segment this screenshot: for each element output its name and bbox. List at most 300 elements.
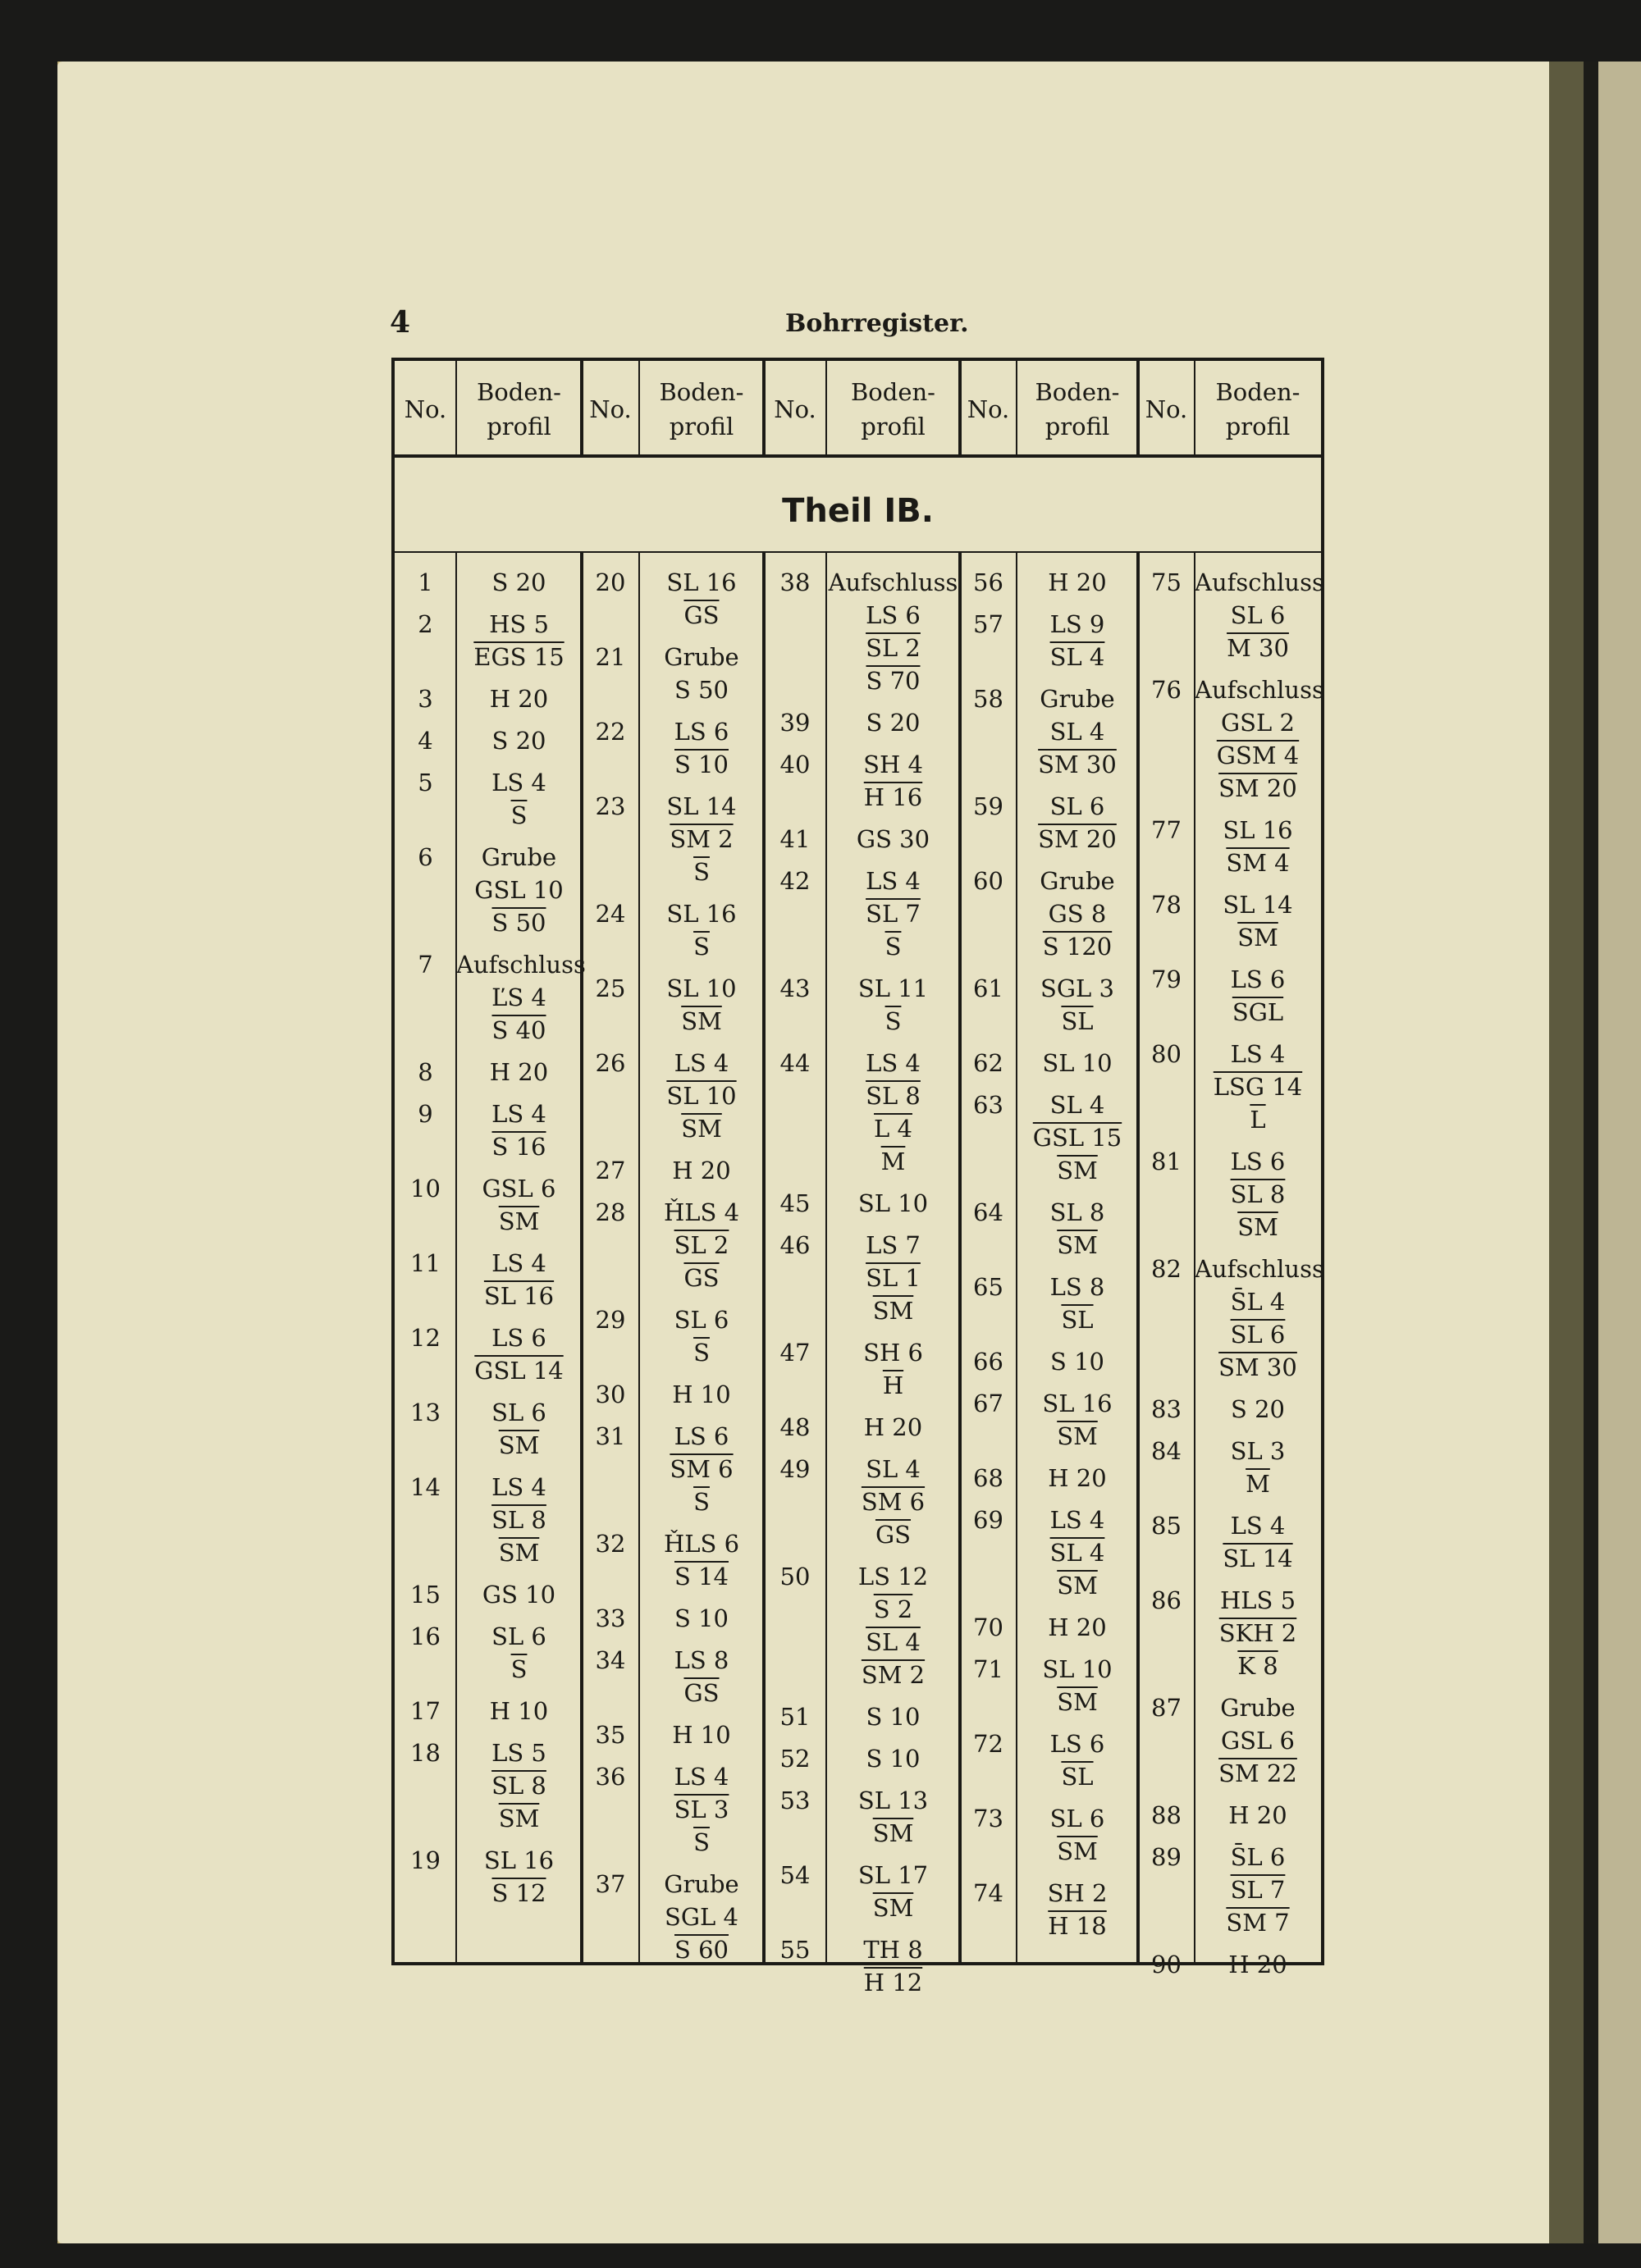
soil-profile — [639, 1303, 764, 1369]
profile-layer: SL 2 — [866, 634, 921, 662]
profile-layer: HS 5 — [489, 610, 549, 638]
profile-layer: Aufschluss — [828, 568, 958, 596]
entry-number: 12 — [410, 1324, 441, 1352]
profile-layer: SL 16 — [666, 900, 737, 928]
entry-number: 36 — [595, 1763, 626, 1791]
profile-layer: $\overline{SM}$ — [681, 1007, 722, 1035]
profile-layer: SL 16 — [666, 568, 737, 596]
soil-profile — [1195, 1038, 1321, 1136]
profile-layer: SM 2 — [861, 1661, 926, 1689]
entry-number: 51 — [779, 1703, 811, 1731]
entry-number: 14 — [410, 1473, 441, 1501]
profile-layer: $\overline{SM}$ — [872, 1894, 914, 1922]
profile-layer: SL 14 — [1223, 891, 1293, 919]
profile-layer: Grube — [481, 843, 557, 871]
profile-layer: SL 10 — [666, 1082, 737, 1110]
profile-layer: LS 4 — [491, 1249, 546, 1277]
profile-layer: S 10 — [1050, 1348, 1104, 1376]
entry-number: 16 — [410, 1622, 441, 1650]
profile-layer: L 4 — [874, 1115, 912, 1143]
profile-layer: LS 12 — [857, 1563, 929, 1590]
soil-profile — [456, 608, 582, 673]
profile-layer: SL 16 — [483, 1282, 555, 1310]
entry-number: 64 — [973, 1198, 1003, 1226]
soil-profile — [826, 706, 960, 739]
entry-number: 67 — [973, 1390, 1003, 1417]
soil-profile — [826, 972, 960, 1038]
profile-layer: SL 16 — [483, 1846, 555, 1874]
profile-layer: $\overline{L}$ — [1250, 1106, 1266, 1134]
profile-layer: S̄L 4 — [1230, 1288, 1286, 1316]
entry-number: 84 — [1151, 1437, 1182, 1465]
entry-number: 4 — [418, 727, 433, 755]
soil-profile — [826, 1742, 960, 1775]
page-number: 4 — [390, 305, 411, 340]
profile-layer: LS 6 — [1049, 1730, 1105, 1758]
entry-number: 15 — [410, 1581, 441, 1609]
profile-layer: SL 6 — [491, 1622, 546, 1650]
header-no: No. — [967, 395, 1010, 423]
entry-number: 89 — [1151, 1843, 1182, 1871]
soil-profile — [456, 1578, 582, 1611]
profile-layer: Aufschluss — [1195, 676, 1324, 704]
profile-layer: LS 6 — [674, 1422, 729, 1450]
entry-number: 27 — [595, 1157, 626, 1184]
profile-layer: M 30 — [1227, 634, 1289, 662]
soil-profile — [456, 1471, 582, 1569]
profile-layer: SL 3 — [1230, 1437, 1286, 1465]
entry-number: 40 — [779, 751, 811, 778]
soil-profile — [639, 1760, 764, 1859]
profile-layer: S 50 — [674, 676, 729, 704]
profile-layer: SM 4 — [1226, 849, 1290, 877]
profile-layer: SL 1 — [866, 1264, 921, 1292]
soil-profile — [639, 641, 764, 706]
profile-layer: SL 6 — [1230, 1321, 1286, 1348]
entry-number: 83 — [1151, 1395, 1182, 1423]
soil-profile — [1195, 1691, 1321, 1790]
soil-profile — [1017, 1802, 1138, 1868]
profile-layer: H 18 — [1048, 1912, 1107, 1940]
profile-layer: SKH 2 — [1218, 1619, 1297, 1647]
profile-layer: S 10 — [674, 1604, 729, 1632]
entry-number: 68 — [973, 1464, 1003, 1492]
profile-layer: $\overline{S}$ — [510, 801, 528, 829]
soil-profile — [1017, 865, 1138, 963]
soil-profile — [456, 1056, 582, 1088]
profile-layer: ȞLS 4 — [663, 1198, 740, 1226]
profile-layer: S 70 — [866, 667, 921, 695]
header-bodenprofil: Boden- profil — [477, 377, 561, 440]
soil-profile — [639, 1420, 764, 1518]
profile-layer: LS 4 — [491, 1473, 546, 1501]
soil-profile — [639, 1644, 764, 1709]
entry-number: 87 — [1151, 1694, 1182, 1722]
profile-layer: SL 2 — [674, 1231, 729, 1259]
entry-number: 20 — [595, 568, 626, 596]
profile-layer: H 20 — [1048, 1613, 1107, 1641]
profile-layer: SL 8 — [1049, 1198, 1105, 1226]
profile-layer: LS 4 — [866, 1049, 921, 1077]
soil-profile — [826, 1560, 960, 1691]
profile-layer: $\overline{SM}$ — [1057, 1572, 1098, 1599]
profile-layer: Aufschluss — [1195, 568, 1324, 596]
soil-profile — [1195, 888, 1321, 954]
profile-layer: Grube — [1220, 1694, 1296, 1722]
soil-profile — [1195, 566, 1324, 664]
profile-layer: LS 4 — [866, 867, 921, 895]
profile-layer: $\overline{H}$ — [882, 1371, 904, 1399]
profile-layer: H 12 — [863, 1969, 923, 1996]
profile-layer: S 2 — [873, 1595, 913, 1623]
profile-layer: GSM 4 — [1216, 742, 1300, 769]
profile-layer: GS 8 — [1048, 900, 1107, 928]
profile-layer: S 10 — [866, 1703, 921, 1731]
profile-layer: $\overline{S}$ — [693, 1488, 710, 1516]
entry-number: 56 — [973, 568, 1003, 596]
entry-number: 60 — [973, 867, 1003, 895]
entry-number: 54 — [779, 1861, 811, 1889]
entry-number: 26 — [595, 1049, 626, 1077]
soil-profile — [1195, 1584, 1321, 1682]
profile-layer: $\overline{SM}$ — [872, 1297, 914, 1325]
entry-number: 46 — [779, 1231, 811, 1259]
soil-profile — [639, 1527, 764, 1593]
profile-layer: $\overline{SM}$ — [498, 1431, 540, 1459]
entry-number: 61 — [973, 974, 1003, 1002]
profile-layer: GSL 14 — [474, 1357, 564, 1385]
header-bodenprofil: Boden- profil — [851, 377, 935, 440]
profile-layer: LS 5 — [491, 1739, 546, 1767]
profile-layer: SGL 4 — [665, 1903, 738, 1931]
entry-number: 35 — [595, 1721, 626, 1749]
profile-layer: $\overline{GS}$ — [683, 1264, 720, 1292]
soil-profile — [639, 715, 764, 781]
soil-profile — [639, 1602, 764, 1635]
profile-layer: $\overline{SM}$ — [1057, 1688, 1098, 1716]
profile-layer: S 10 — [866, 1745, 921, 1773]
entry-number: 34 — [595, 1646, 626, 1674]
profile-layer: SL 3 — [674, 1796, 729, 1823]
profile-layer: $\overline{S}$ — [693, 858, 710, 886]
soil-profile — [1017, 566, 1138, 599]
soil-profile — [1017, 1653, 1138, 1718]
page-shadow — [1549, 62, 1584, 2243]
profile-layer: SL 7 — [1230, 1876, 1286, 1904]
profile-layer: GSL 6 — [482, 1175, 556, 1202]
entry-number: 29 — [595, 1306, 626, 1334]
profile-layer: H 20 — [1228, 1951, 1287, 1978]
soil-profile — [1195, 1509, 1321, 1575]
soil-profile — [826, 1700, 960, 1733]
profile-layer: SL 16 — [1223, 816, 1293, 844]
profile-layer: SL 6 — [1049, 1805, 1105, 1832]
entry-number: 66 — [973, 1348, 1003, 1376]
entry-number: 11 — [410, 1249, 441, 1277]
entry-number: 59 — [973, 792, 1003, 820]
profile-layer: Grube — [664, 1870, 739, 1898]
profile-layer: LS 7 — [866, 1231, 921, 1259]
entry-number: 5 — [418, 769, 433, 796]
profile-layer: ȞLS 6 — [663, 1530, 740, 1558]
entry-number: 2 — [418, 610, 433, 638]
entry-number: 24 — [595, 900, 626, 928]
soil-profile — [456, 1396, 582, 1462]
entry-number: 49 — [779, 1455, 811, 1483]
profile-layer: $\overline{M}$ — [880, 1148, 906, 1175]
soil-profile — [639, 1378, 764, 1411]
entry-number: 28 — [595, 1198, 626, 1226]
profile-layer: SM 6 — [861, 1488, 926, 1516]
soil-profile — [1195, 963, 1321, 1029]
soil-profile — [1017, 1462, 1138, 1495]
entry-number: 30 — [595, 1380, 626, 1408]
header-no: No. — [774, 395, 816, 423]
entry-number: 31 — [595, 1422, 626, 1450]
soil-profile — [826, 1229, 960, 1327]
profile-layer: SL 4 — [866, 1455, 921, 1483]
soil-profile — [1017, 1345, 1138, 1378]
profile-layer: H 20 — [1048, 1464, 1107, 1492]
profile-layer: SGL 3 — [1040, 974, 1114, 1002]
profile-layer: $\overline{SM}$ — [872, 1819, 914, 1847]
profile-layer: H 10 — [489, 1697, 549, 1725]
entry-number: 18 — [410, 1739, 441, 1767]
profile-layer: H 20 — [1048, 568, 1107, 596]
entry-number: 70 — [973, 1613, 1003, 1641]
soil-profile — [1195, 814, 1321, 879]
soil-profile — [1195, 1393, 1321, 1426]
profile-layer: H 20 — [1228, 1801, 1287, 1829]
soil-profile — [639, 790, 764, 888]
profile-layer: $\overline{M}$ — [1246, 1470, 1270, 1498]
profile-layer: GSL 2 — [1221, 709, 1295, 737]
profile-layer: SL 4 — [866, 1628, 921, 1656]
soil-profile — [639, 1868, 764, 1966]
entry-number: 41 — [779, 825, 811, 853]
entry-number: 23 — [595, 792, 626, 820]
soil-profile — [1017, 608, 1138, 673]
profile-layer: Aufschluss — [1195, 1255, 1324, 1283]
profile-layer: S̄L 6 — [1230, 1843, 1286, 1871]
soil-profile — [456, 841, 582, 939]
soil-profile — [826, 748, 960, 814]
soil-profile — [1195, 1799, 1321, 1832]
profile-layer: SL 6 — [491, 1399, 546, 1426]
profile-layer: $\overline{SL}$ — [1061, 1007, 1094, 1035]
entry-number: 90 — [1151, 1951, 1182, 1978]
profile-layer: SM 2 — [670, 825, 734, 853]
entry-number: 37 — [595, 1870, 626, 1898]
profile-layer: H 20 — [863, 1413, 923, 1441]
soil-profile — [1017, 1088, 1138, 1187]
header-rule — [395, 551, 1321, 553]
profile-layer: H 10 — [672, 1380, 731, 1408]
entry-number: 62 — [973, 1049, 1003, 1077]
profile-layer: H 20 — [672, 1157, 731, 1184]
entry-number: 69 — [973, 1506, 1003, 1534]
profile-layer: LS 4 — [1049, 1506, 1105, 1534]
profile-layer: S 60 — [674, 1936, 729, 1964]
soil-profile — [639, 1047, 764, 1145]
soil-profile — [826, 1453, 960, 1551]
profile-layer: SL 4 — [1049, 1091, 1105, 1119]
profile-layer: SL 14 — [666, 792, 737, 820]
entry-number: 17 — [410, 1697, 441, 1725]
profile-layer: SL 8 — [1230, 1180, 1286, 1208]
profile-layer: SL 10 — [666, 974, 737, 1002]
profile-layer: SL 11 — [857, 974, 929, 1002]
profile-layer: S 10 — [674, 751, 729, 778]
entry-number: 9 — [418, 1100, 433, 1128]
entry-number: 53 — [779, 1787, 811, 1814]
entry-number: 78 — [1151, 891, 1182, 919]
profile-layer: S 20 — [491, 727, 546, 755]
profile-layer: GS 30 — [856, 825, 930, 853]
profile-layer: LS 8 — [674, 1646, 729, 1674]
soil-profile — [1195, 1145, 1321, 1244]
profile-layer: S 120 — [1042, 933, 1113, 961]
profile-layer: LS 6 — [491, 1324, 546, 1352]
entry-number: 10 — [410, 1175, 441, 1202]
profile-layer: SH 2 — [1047, 1879, 1108, 1907]
profile-layer: $\overline{GS}$ — [683, 601, 720, 629]
soil-profile — [826, 1933, 960, 1999]
soil-profile — [1017, 1727, 1138, 1793]
entry-number: 77 — [1151, 816, 1182, 844]
profile-layer: $\overline{SM}$ — [1237, 924, 1278, 951]
profile-layer: LS 4 — [491, 769, 546, 796]
soil-profile — [456, 724, 582, 757]
entry-number: 88 — [1151, 1801, 1182, 1829]
soil-profile — [1017, 972, 1138, 1038]
soil-profile — [826, 1047, 960, 1178]
profile-layer: SH 4 — [863, 751, 923, 778]
soil-profile — [1017, 1877, 1138, 1942]
profile-layer: $\overline{SM}$ — [681, 1115, 722, 1143]
profile-layer: K 8 — [1237, 1652, 1278, 1680]
entry-number: 80 — [1151, 1040, 1182, 1068]
entry-number: 75 — [1151, 568, 1182, 596]
soil-profile — [456, 1620, 582, 1686]
header-no: No. — [404, 395, 447, 423]
profile-layer: Grube — [664, 643, 739, 671]
header-bodenprofil: Boden- profil — [1035, 377, 1120, 440]
entry-number: 39 — [779, 709, 811, 737]
profile-layer: LS 4 — [1230, 1040, 1286, 1068]
profile-layer: $\overline{S}$ — [693, 1828, 710, 1856]
profile-layer: SL 4 — [1049, 1539, 1105, 1567]
soil-profile — [456, 1172, 582, 1238]
profile-layer: LS 9 — [1049, 610, 1105, 638]
profile-layer: SL 10 — [857, 1189, 929, 1217]
entry-number: 63 — [973, 1091, 1003, 1119]
soil-profile — [826, 823, 960, 856]
soil-profile — [1017, 1504, 1138, 1602]
soil-profile — [456, 948, 586, 1047]
profile-layer: SM 22 — [1218, 1759, 1297, 1787]
entry-number: 32 — [595, 1530, 626, 1558]
profile-layer: SM 30 — [1038, 751, 1117, 778]
profile-layer: LS 8 — [1049, 1273, 1105, 1301]
soil-profile — [1017, 1196, 1138, 1262]
profile-layer: SL 10 — [1042, 1049, 1113, 1077]
profile-layer: $\overline{GS}$ — [875, 1521, 912, 1549]
entry-number: 85 — [1151, 1512, 1182, 1540]
profile-layer: $\overline{SM}$ — [1057, 1231, 1098, 1259]
soil-profile — [1017, 1271, 1138, 1336]
profile-layer: $\overline{SM}$ — [1057, 1422, 1098, 1450]
profile-layer: LS 4 — [1230, 1512, 1286, 1540]
section-title: Theil IB. — [782, 492, 934, 530]
profile-layer: $\overline{S}$ — [693, 933, 710, 961]
profile-layer: SL 17 — [857, 1861, 929, 1889]
soil-profile — [826, 1336, 960, 1402]
profile-layer: $\overline{SL}$ — [1061, 1306, 1094, 1334]
bohrregister-table — [391, 358, 1324, 1996]
profile-layer: SM 20 — [1038, 825, 1117, 853]
soil-profile — [639, 1718, 764, 1751]
profile-layer: LS 4 — [491, 1100, 546, 1128]
entry-number: 86 — [1151, 1586, 1182, 1614]
soil-profile — [456, 682, 582, 715]
profile-layer: $\overline{S}$ — [884, 933, 902, 961]
soil-profile — [456, 566, 582, 599]
profile-layer: S 20 — [1231, 1395, 1285, 1423]
profile-layer: LS 6 — [1230, 1148, 1286, 1175]
profile-layer: S 14 — [674, 1563, 729, 1590]
entry-number: 22 — [595, 718, 626, 746]
profile-layer: S 50 — [491, 909, 546, 937]
header-bodenprofil: Boden- profil — [1215, 377, 1300, 440]
profile-layer: SL 4 — [1049, 718, 1105, 746]
profile-layer: $\overline{SM}$ — [498, 1539, 540, 1567]
profile-layer: H 20 — [489, 685, 549, 713]
profile-layer: EGS 15 — [473, 643, 565, 671]
profile-layer: H 10 — [672, 1721, 731, 1749]
profile-layer: Aufschluss — [456, 951, 586, 979]
entry-number: 21 — [595, 643, 626, 671]
entry-number: 50 — [779, 1563, 811, 1590]
profile-layer: SL 7 — [866, 900, 921, 928]
soil-profile — [1195, 1253, 1324, 1384]
soil-profile — [639, 972, 764, 1038]
entry-number: 38 — [779, 568, 811, 596]
soil-profile — [639, 897, 764, 963]
profile-layer: SM 30 — [1218, 1353, 1297, 1381]
profile-layer: SM 6 — [670, 1455, 734, 1483]
entry-number: 25 — [595, 974, 626, 1002]
soil-profile — [826, 1411, 960, 1444]
profile-layer: GSL 6 — [1221, 1727, 1295, 1755]
profile-layer: S 40 — [491, 1016, 546, 1044]
entry-number: 6 — [418, 843, 433, 871]
facing-page-edge — [1598, 62, 1641, 2243]
entry-number: 44 — [779, 1049, 811, 1077]
entry-number: 65 — [973, 1273, 1003, 1301]
header-no: No. — [589, 395, 632, 423]
entry-number: 43 — [779, 974, 811, 1002]
entry-number: 13 — [410, 1399, 441, 1426]
soil-profile — [456, 1097, 582, 1163]
profile-layer: LS 6 — [1230, 965, 1286, 993]
profile-layer: LS 4 — [674, 1763, 729, 1791]
soil-profile — [1195, 1841, 1321, 1939]
soil-profile — [1017, 682, 1138, 781]
profile-layer: LSG 14 — [1213, 1073, 1303, 1101]
profile-layer: H 20 — [489, 1058, 549, 1086]
soil-profile — [826, 865, 960, 963]
